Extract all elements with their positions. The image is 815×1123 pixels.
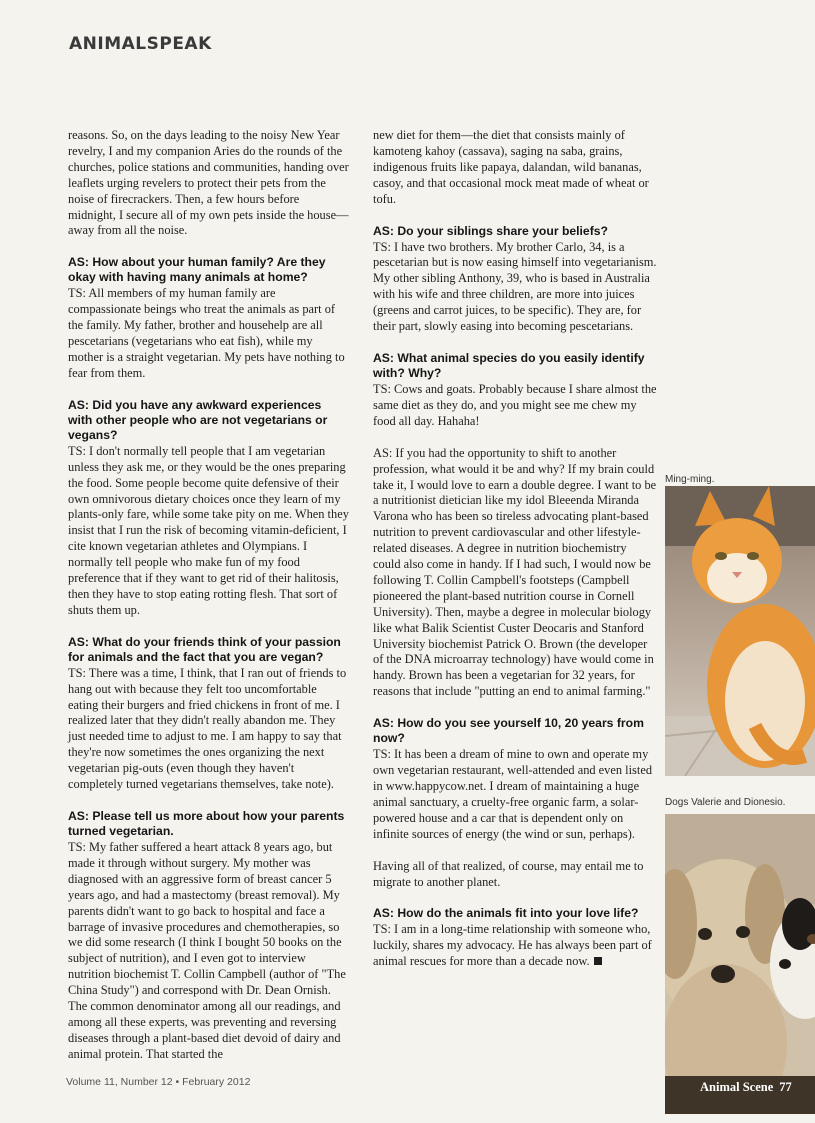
intro-paragraph: new diet for them—the diet that consists mainly of kamoteng kahoy (cassava), saging na saba, grains, indigenous fruits like papaya, dalandan, wild bananas, casoy, and that occasional mock meat made of wheat or tofu. <box>373 128 649 206</box>
end-mark-icon <box>594 957 602 965</box>
dogs-photo-caption: Dogs Valerie and Dionesio. <box>665 797 786 808</box>
question: AS: How about your human family? Are they okay with having many animals at home? <box>68 255 326 285</box>
answer: TS: My father suffered a heart attack 8 years ago, but made it through without surgery. My mother was diagnosed with an aggressive form of breast cancer 5 years ago, and had a mastectomy (breast removal). My parents didn't want to go back to hospital and face a barrage of invasive procedures and chemotherapies, so we did some research (I think I bought 50 books on the subject of nutrition), and I even got to interview nutrition biochemist T. Collin Campbell (author of "The China Study") and correspond with Dr. Dean Ornish. The common denominator among all our readings, and among all these experts, was preventing and reversing diseases through a plant-based diet devoid of dairy and animal protein. That started the <box>68 840 346 1061</box>
cat-photo <box>665 486 815 776</box>
qa-block <box>373 906 657 970</box>
cat-illustration-icon <box>665 486 815 776</box>
page-number: 77 <box>779 1080 792 1094</box>
answer: TS: There was a time, I think, that I ran out of friends to hang out with because they felt too uncomfortable eating their burgers and fried chickens in front of me. I realized later that they didn't really abandon me. They just needed time to adjust to me. I am happy to say that they're now sometimes the ones organizing the next vegetarian pig-outs (even though they haven't completely turned vegetarians themselves, take note). <box>68 665 347 792</box>
dogs-illustration-icon <box>665 814 815 1114</box>
magazine-name: Animal Scene <box>700 1080 774 1094</box>
answer <box>373 922 657 970</box>
answer: TS: Cows and goats. Probably because I share almost the same diet as they do, and you might see me chew my food all day. Hahaha! <box>373 381 657 428</box>
answer-text: TS: I am in a long-time relationship with someone who, luckily, shares my advocacy. He has always been part of animal rescues for more than a decade now. <box>373 922 652 969</box>
qa-block <box>373 224 657 335</box>
question: AS: Do your siblings share your beliefs? <box>373 223 608 238</box>
answer: TS: All members of my human family are compassionate beings who treat the animals as part of the family. My father, brother and househelp are all pescetarians (vegetarians who eat fish), while my mother is a straight vegetarian. My pets have nothing to fear from them. <box>68 286 345 380</box>
answer: Having all of that realized, of course, may entail me to migrate to another planet. <box>373 858 644 889</box>
left-column <box>68 128 349 1079</box>
qa-block <box>373 859 657 891</box>
answer: TS: I don't normally tell people that I am vegetarian unless they ask me, or they would be the ones preparing the food. Some people become quite defensive of their own omnivorous dietary choices once they learn of my plants-only fare, while some take pity on me. When they insist that I run the risk of becoming vitamin-deficient, I cite known vegetarian athletes and Olympians. I normally tell people who make fun of my food preference that if they want to get rid of their halitosis, then they have to stop eating rotting flesh. That sort of shuts them up. <box>68 443 349 617</box>
answer: TS: I have two brothers. My brother Carlo, 34, is a pescetarian but is now easing himself into vegetarianism. My other sibling Anthony, 39, who is based in Australia with his wife and three children, are more into juices (greens and carrot juices, to be specific). They are, for their part, slowly easing into becoming pescetarians. <box>373 239 657 334</box>
middle-column <box>373 128 657 986</box>
intro-paragraph: reasons. So, on the days leading to the noisy New Year revelry, I and my companion Aries do the rounds of the churches, police stations and communities, handing over leaflets urging revelers to protect their pets from the noise of firecrackers. Then, a few hours before midnight, I secure all of my own pets inside the house—away from all the noise. <box>68 128 349 238</box>
question: AS: Did you have any awkward experiences with other people who are not vegetarians or vegans? <box>68 397 328 442</box>
qa-block <box>68 398 349 619</box>
issue-info: Volume 11, Number 12 • February 2012 <box>66 1076 251 1088</box>
answer: AS: If you had the opportunity to shift to another profession, what would it be and why? If my brain could take it, I would love to earn a double degree. I want to be a nutritionist dietician like my idol Bleeenda Miranda Varona who has been so tireless advocating plant-based nutrition to prevent cardiovascular and other lifestyle-related diseases. A degree in nutrition biochemistry could also come in handy. If I had such, I would now be following T. Collin Campbell's footsteps (Campbell pioneered the plant-based nutrition course in Cornell University). Then, maybe a degree in molecular biology like what Balik Scientist Custer Deocaris and Stanford University biochemist Patrick O. Brown (the developer of the DNA microarray technology) have would come in handy. Brown has been a vegetarian for 32 years, for reasons that include "putting an end to animal farming." <box>373 445 657 699</box>
question: AS: What animal species do you easily identify with? Why? <box>373 350 645 380</box>
qa-block <box>68 255 349 381</box>
question: AS: How do the animals fit into your love life? <box>373 906 639 921</box>
dogs-photo <box>665 814 815 1114</box>
answer: TS: It has been a dream of mine to own and operate my own vegetarian restaurant, well-attended and even listed in www.happycow.net. I dream of maintaining a huge animal sanctuary, a cruelty-free organic farm, a solar-powered house and a car that is dependent only on infinite sources of energy (the wind or sun, perhaps). <box>373 747 653 841</box>
question: AS: What do your friends think of your passion for animals and the fact that you are vegan? <box>68 634 341 664</box>
cat-photo-caption: Ming-ming. <box>665 474 715 485</box>
qa-block <box>68 809 349 1063</box>
question: AS: How do you see yourself 10, 20 years from now? <box>373 716 644 746</box>
section-title: ANIMALSPEAK <box>69 34 212 54</box>
qa-block <box>373 351 657 430</box>
magazine-badge <box>700 1080 792 1095</box>
qa-block <box>68 635 349 793</box>
qa-block <box>373 716 657 842</box>
question: AS: Please tell us more about how your parents turned vegetarian. <box>68 809 345 838</box>
qa-block <box>373 446 657 701</box>
